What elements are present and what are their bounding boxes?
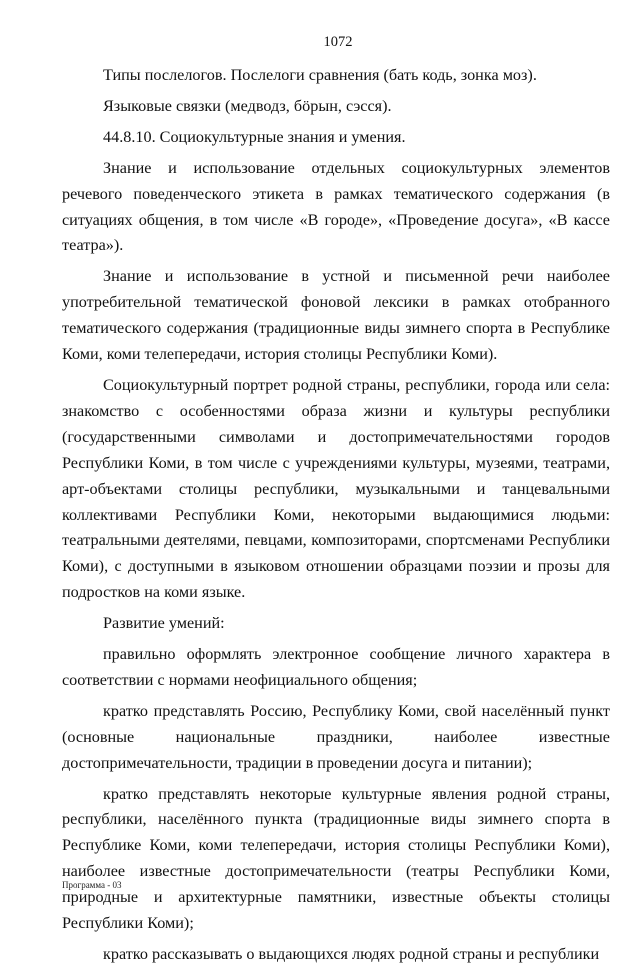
footer-label: Программа - 03 (62, 880, 122, 890)
paragraph-etiquette: Знание и использование отдельных социокультурных элементов речевого поведенческого этикета в рамках тематического содержания (в ситуациях общения, в том числе «В городе», «Проведение досуга», «В кассе театра»). (62, 158, 610, 255)
page-number: 1072 (323, 34, 353, 50)
list-item-present-russia: кратко представлять Россию, Республику Коми, свой населённый пункт (основные национальные праздники, наиболее известные достопримечательности, традиции в проведении досуга и питании); (62, 701, 610, 772)
list-item-email: правильно оформлять электронное сообщение личного характера в соответствии с нормами неофициального общения; (62, 645, 610, 689)
paragraph-postpositions: Типы послелогов. Послелоги сравнения (бать кодь, зонка моз). (103, 66, 537, 84)
paragraph-sociocultural-portrait: Социокультурный портрет родной страны, республики, города или села: знакомство с особенностями образа жизни и культуры республики (государственными символами и достопримечательностями городов Республики Коми, в том числе с учреждениями культуры, музеями, театрами, арт-объектами столицы республики, музыкальными и танцевальными коллективами Республики Коми, некоторыми выдающимися людьми: театральными деятелями, певцами, композиторами, спортсменами Республики Коми), с доступными в языковом отношении образцами поэзии и прозы для подростков на коми языке. (62, 375, 610, 602)
paragraph-connectives: Языковые связки (медводз, бӧрын, сэсся). (103, 96, 392, 115)
document-body (62, 63, 610, 968)
list-item-cultural-phenomena: кратко представлять некоторые культурные явления родной страны, республики, населённого пункта (традиционные виды зимнего спорта в Республике Коми, коми телепередачи, история столицы Республики Коми), наиболее известные достопримечательности (театры Республики Коми, природные и архитектурные памятники, известные объекты столицы Республики Коми); (62, 784, 610, 933)
section-heading: 44.8.10. Социокультурные знания и умения. (103, 127, 406, 146)
list-item-outstanding-people: кратко рассказывать о выдающихся людях родной страны и республики (103, 945, 600, 963)
paragraph-skills-heading: Развитие умений: (103, 614, 225, 633)
paragraph-background-vocabulary: Знание и использование в устной и письменной речи наиболее употребительной тематической фоновой лексики в рамках отобранного тематического содержания (традиционные виды зимнего спорта в Республике Коми, коми телепередачи, история столицы Республики Коми). (62, 267, 610, 364)
